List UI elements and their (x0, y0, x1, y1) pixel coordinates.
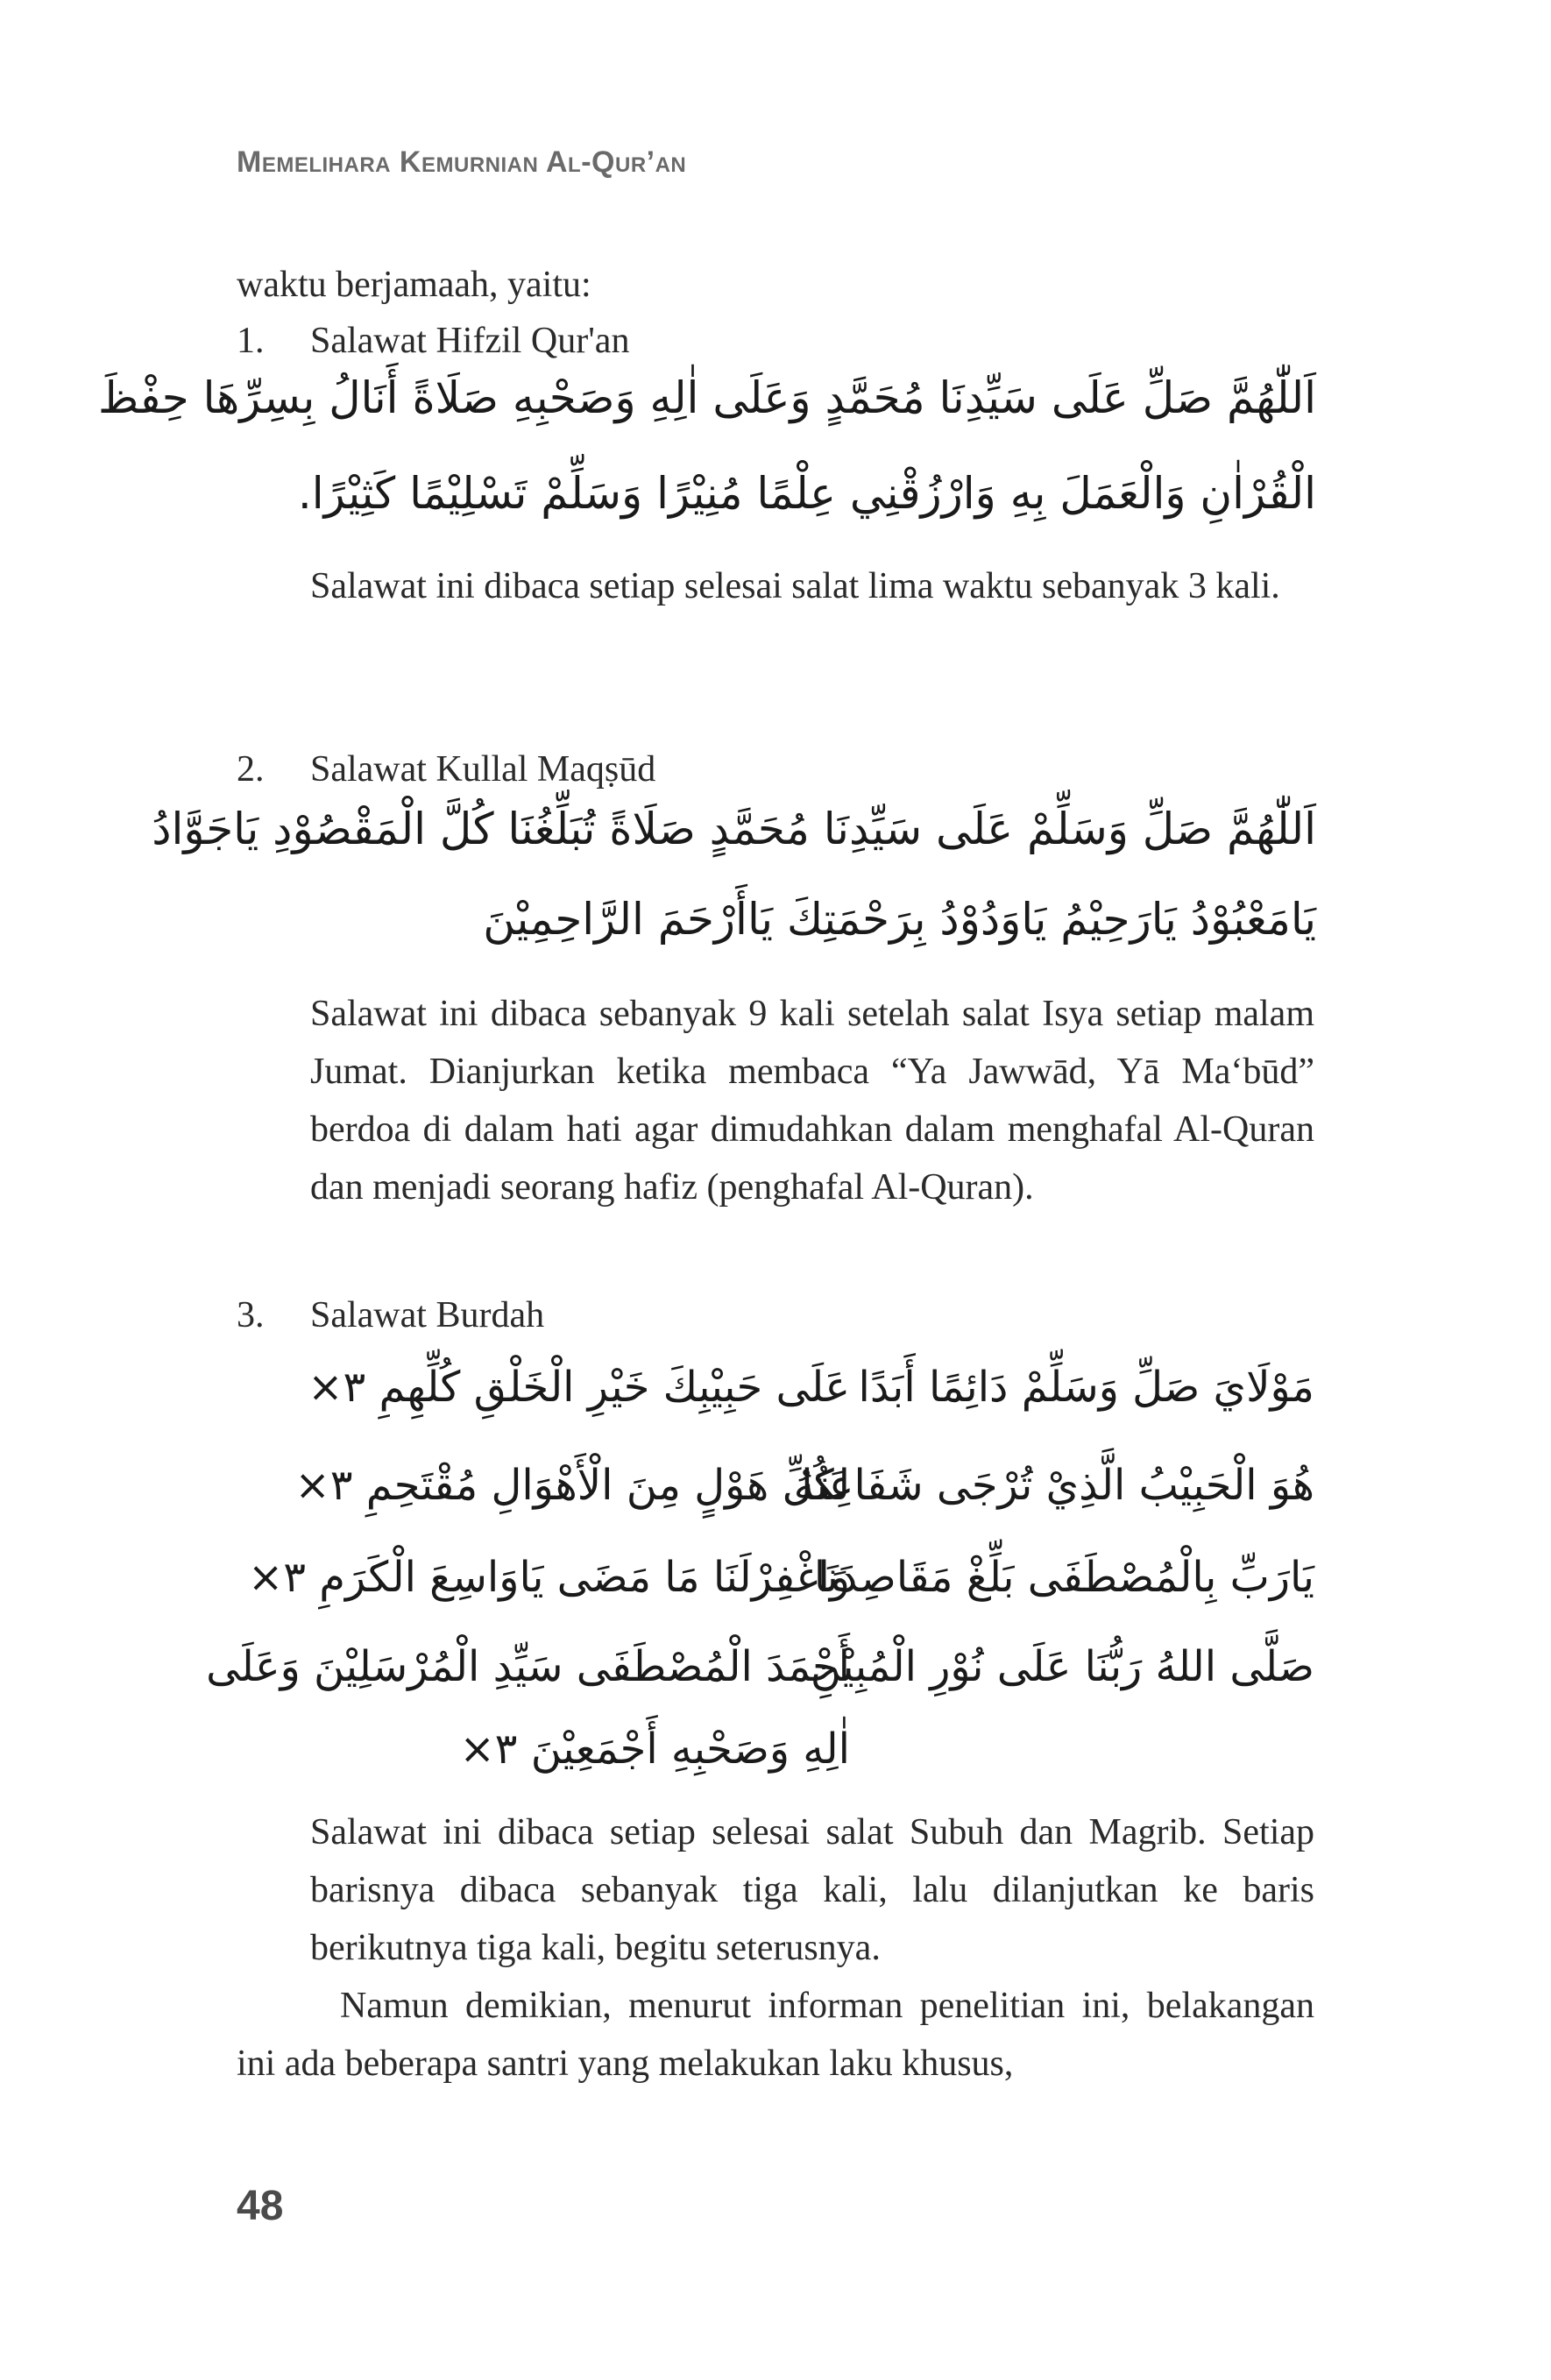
burdah-verse-2-left: لِكُلِّ هَوْلٍ مِنَ الْأَهْوَالِ مُقْتَحِمِ ٣× (294, 1461, 850, 1510)
burdah-verse-tail: اٰلِهِ وَصَحْبِهِ أَجْمَعِيْنَ ٣× (459, 1725, 850, 1774)
intro-text: waktu berjamaah, yaitu: (237, 265, 591, 305)
burdah-verse-1-right: مَوْلَايَ صَلِّ وَسَلِّمْ دَائِمًا أَبَدًا (858, 1363, 1314, 1412)
burdah-verse-4-left: أَحْمَدَ الْمُصْطَفَى سَيِّدِ الْمُرْسَلِيْنَ وَعَلَى (206, 1642, 850, 1691)
item-2-number: 2. (237, 749, 265, 790)
item-3-title: Salawat Burdah (310, 1295, 545, 1335)
page-number: 48 (237, 2183, 284, 2229)
item-2-note: Salawat ini dibaca sebanyak 9 kali setelah salat Isya setiap malam Jumat. Dianjurkan ketika membaca “Ya Jawwād, Yā Ma‘būd” berdoa di dalam hati agar dimudahkan dalam menghafal Al-Quran dan menjadi seorang hafiz (penghafal Al-Quran). (310, 994, 1314, 1208)
burdah-verse-3-right: يَارَبِّ بِالْمُصْطَفَى بَلِّغْ مَقَاصِدَنَا (813, 1553, 1314, 1602)
running-header: Memelihara Kemurnian Al-Qur’an (237, 145, 687, 179)
item-1-arabic-line-2: الْقُرْاٰنِ وَالْعَمَلَ بِهِ وَارْزُقْنِي عِلْمًا مُنِيْرًا وَسَلِّمْ تَسْلِيْمًا كَثِيْرًا. (297, 468, 1316, 519)
item-1-note: Salawat ini dibaca setiap selesai salat lima waktu sebanyak 3 kali. (310, 566, 1280, 606)
item-2-title: Salawat Kullal Maqṣūd (310, 749, 656, 790)
item-3-note: Salawat ini dibaca setiap selesai salat Subuh dan Magrib. Setiap barisnya dibaca sebanyak tiga kali, lalu dilanjutkan ke baris berikutnya tiga kali, begitu seterusnya. (310, 1812, 1314, 1968)
item-3-number: 3. (237, 1295, 265, 1335)
item-1-title: Salawat Hifzil Qur'an (310, 321, 630, 361)
item-1-arabic-line-1: اَللّٰهُمَّ صَلِّ عَلَى سَيِّدِنَا مُحَمَّدٍ وَعَلَى اٰلِهِ وَصَحْبِهِ صَلَاةً أَنَالُ بِسِرِّهَا حِفْظَ (98, 372, 1316, 423)
burdah-verse-1-left: عَلَى حَبِيْبِكَ خَيْرِ الْخَلْقِ كُلِّهِمِ ٣× (308, 1363, 850, 1412)
item-2-arabic-line-1: اَللّٰهُمَّ صَلِّ وَسَلِّمْ عَلَى سَيِّدِنَا مُحَمَّدٍ صَلَاةً تُبَلِّغُنَا كُلَّ الْمَقْصُوْدِ يَاجَوَّادُ (152, 804, 1316, 854)
item-1-number: 1. (237, 321, 265, 361)
closing-paragraph: Namun demikian, menurut informan penelitian ini, belakangan ini ada beberapa santri yang melakukan laku khusus, (237, 1986, 1314, 2084)
item-2-arabic-line-2: يَامَعْبُوْدُ يَارَحِيْمُ يَاوَدُوْدُ بِرَحْمَتِكَ يَاأَرْحَمَ الرَّاحِمِيْنَ (483, 894, 1316, 945)
burdah-verse-4-right: صَلَّى اللهُ رَبُّنَا عَلَى نُوْرِ الْمُبِيْنِ (810, 1642, 1314, 1691)
burdah-verse-2-right: هُوَ الْحَبِيْبُ الَّذِيْ تُرْجَى شَفَاعَتُهُ (793, 1461, 1314, 1510)
burdah-verse-3-left: وَاغْفِرْلَنَا مَا مَضَى يَاوَاسِعَ الْكَرَمِ ٣× (247, 1553, 850, 1602)
